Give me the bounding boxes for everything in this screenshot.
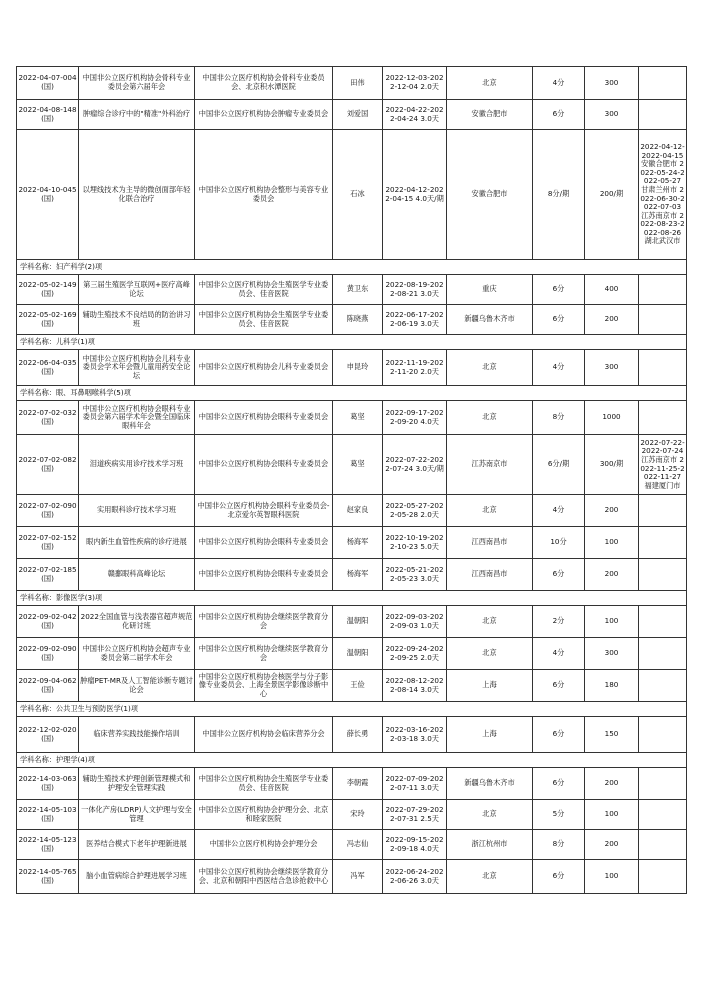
- quota-cell: 300: [585, 100, 639, 130]
- quota-cell: 180: [585, 670, 639, 702]
- quota-cell: 200: [585, 305, 639, 335]
- notes-cell: 2022-04-12-2022-04-15 安徽合肥市 2022-05-24-2022-05-27 甘肃兰州市 2022-06-30-2022-07-03 江苏南京市 2022-08-23-2022-08-26 湖北武汉市: [639, 130, 687, 260]
- table-row: [17, 67, 687, 100]
- organizer-cell: 中国非公立医疗机构协会临床营养分会: [195, 717, 333, 753]
- section-header-row: [17, 260, 687, 275]
- lead-person-cell: 温朝阳: [333, 638, 383, 670]
- notes-cell: [639, 275, 687, 305]
- quota-cell: 300: [585, 350, 639, 386]
- organizer-cell: 中国非公立医疗机构协会护理分会: [195, 830, 333, 860]
- organizer-cell: 中国非公立医疗机构协会生殖医学专业委员会、佳音医院: [195, 305, 333, 335]
- section-header-row: [17, 591, 687, 606]
- credit-cell: 4分: [533, 495, 585, 527]
- location-cell: 上海: [447, 670, 533, 702]
- location-cell: 安徽合肥市: [447, 100, 533, 130]
- quota-cell: 150: [585, 717, 639, 753]
- course-id-cell: 2022-12-02-020 (国): [17, 717, 79, 753]
- course-id-cell: 2022-07-02-082 (国): [17, 435, 79, 495]
- credit-cell: 4分: [533, 638, 585, 670]
- organizer-cell: 中国非公立医疗机构协会护理分会、北京和睦家医院: [195, 800, 333, 830]
- dates-cell: 2022-06-24-2022-06-26 3.0天: [383, 860, 447, 894]
- dates-cell: 2022-09-17-2022-09-20 4.0天: [383, 401, 447, 435]
- course-name-cell: 2022全国血管与浅表器官超声规范化研讨班: [79, 606, 195, 638]
- notes-cell: [639, 830, 687, 860]
- course-name-cell: 中国非公立医疗机构协会骨科专业委员会第六届年会: [79, 67, 195, 100]
- table-row: [17, 800, 687, 830]
- quota-cell: 200: [585, 768, 639, 800]
- credit-cell: 6分: [533, 305, 585, 335]
- lead-person-cell: 赵家良: [333, 495, 383, 527]
- course-name-cell: 脑小血管病综合护理进展学习班: [79, 860, 195, 894]
- credit-cell: 8分: [533, 830, 585, 860]
- section-title: 学科名称：儿科学(1)项: [17, 335, 687, 350]
- credit-cell: 4分: [533, 350, 585, 386]
- location-cell: 北京: [447, 67, 533, 100]
- location-cell: 北京: [447, 606, 533, 638]
- course-name-cell: 泪道疾病实用诊疗技术学习班: [79, 435, 195, 495]
- table-row: [17, 495, 687, 527]
- section-header-row: [17, 753, 687, 768]
- dates-cell: 2022-03-16-2022-03-18 3.0天: [383, 717, 447, 753]
- dates-cell: 2022-04-22-2022-04-24 3.0天: [383, 100, 447, 130]
- notes-cell: [639, 717, 687, 753]
- notes-cell: [639, 768, 687, 800]
- notes-cell: [639, 495, 687, 527]
- credit-cell: 8分: [533, 401, 585, 435]
- credit-cell: 2分: [533, 606, 585, 638]
- credit-cell: 6分: [533, 768, 585, 800]
- dates-cell: 2022-07-29-2022-07-31 2.5天: [383, 800, 447, 830]
- section-title: 学科名称：公共卫生与预防医学(1)项: [17, 702, 687, 717]
- dates-cell: 2022-04-12-2022-04-15 4.0天/期: [383, 130, 447, 260]
- credit-cell: 6分: [533, 670, 585, 702]
- section-title: 学科名称：妇产科学(2)项: [17, 260, 687, 275]
- location-cell: 北京: [447, 638, 533, 670]
- organizer-cell: 中国非公立医疗机构协会眼科专业委员会: [195, 559, 333, 591]
- quota-cell: 200: [585, 830, 639, 860]
- notes-cell: [639, 559, 687, 591]
- lead-person-cell: 陈晓燕: [333, 305, 383, 335]
- organizer-cell: 中国非公立医疗机构协会整形与美容专业委员会: [195, 130, 333, 260]
- course-id-cell: 2022-14-05-765 (国): [17, 860, 79, 894]
- table-row: [17, 401, 687, 435]
- organizer-cell: 中国非公立医疗机构协会眼科专业委员会: [195, 401, 333, 435]
- table-row: [17, 350, 687, 386]
- quota-cell: 300: [585, 67, 639, 100]
- location-cell: 北京: [447, 401, 533, 435]
- course-table: [16, 66, 687, 894]
- organizer-cell: 中国非公立医疗机构协会生殖医学专业委员会、佳音医院: [195, 275, 333, 305]
- organizer-cell: 中国非公立医疗机构协会眼科专业委员会-北京爱尔英智眼科医院: [195, 495, 333, 527]
- lead-person-cell: 温朝阳: [333, 606, 383, 638]
- table-row: [17, 606, 687, 638]
- organizer-cell: 中国非公立医疗机构协会生殖医学专业委员会、佳音医院: [195, 768, 333, 800]
- credit-cell: 8分/期: [533, 130, 585, 260]
- location-cell: 新疆乌鲁木齐市: [447, 305, 533, 335]
- course-name-cell: 中国非公立医疗机构协会儿科专业委员会学术年会暨儿童用药安全论坛: [79, 350, 195, 386]
- location-cell: 江西南昌市: [447, 527, 533, 559]
- organizer-cell: 中国非公立医疗机构协会眼科专业委员会: [195, 527, 333, 559]
- course-id-cell: 2022-09-04-062 (国): [17, 670, 79, 702]
- organizer-cell: 中国非公立医疗机构协会眼科专业委员会: [195, 435, 333, 495]
- section-header-row: [17, 335, 687, 350]
- section-title: 学科名称：影像医学(3)项: [17, 591, 687, 606]
- notes-cell: [639, 401, 687, 435]
- location-cell: 江西南昌市: [447, 559, 533, 591]
- course-name-cell: 一体化产房(LDRP)人文护理与安全管理: [79, 800, 195, 830]
- table-row: [17, 638, 687, 670]
- location-cell: 江苏南京市: [447, 435, 533, 495]
- course-id-cell: 2022-14-05-123 (国): [17, 830, 79, 860]
- organizer-cell: 中国非公立医疗机构协会继续医学教育分会: [195, 638, 333, 670]
- course-id-cell: 2022-05-02-149 (国): [17, 275, 79, 305]
- table-row: [17, 670, 687, 702]
- lead-person-cell: 刘爱国: [333, 100, 383, 130]
- organizer-cell: 中国非公立医疗机构协会继续医学教育分会: [195, 606, 333, 638]
- notes-cell: 2022-07-22-2022-07-24 江苏南京市 2022-11-25-2022-11-27 福建厦门市: [639, 435, 687, 495]
- table-row: [17, 305, 687, 335]
- table-row: [17, 527, 687, 559]
- notes-cell: [639, 638, 687, 670]
- quota-cell: 400: [585, 275, 639, 305]
- table-row: [17, 435, 687, 495]
- organizer-cell: 中国非公立医疗机构协会继续医学教育分会、北京和朝阳中西医结合急诊抢救中心: [195, 860, 333, 894]
- location-cell: 上海: [447, 717, 533, 753]
- location-cell: 北京: [447, 495, 533, 527]
- lead-person-cell: 李朝霞: [333, 768, 383, 800]
- organizer-cell: 中国非公立医疗机构协会骨科专业委员会、北京积水潭医院: [195, 67, 333, 100]
- dates-cell: 2022-07-09-2022-07-11 3.0天: [383, 768, 447, 800]
- course-id-cell: 2022-06-04-035 (国): [17, 350, 79, 386]
- dates-cell: 2022-10-19-2022-10-23 5.0天: [383, 527, 447, 559]
- notes-cell: [639, 606, 687, 638]
- notes-cell: [639, 670, 687, 702]
- table-row: [17, 130, 687, 260]
- dates-cell: 2022-05-21-2022-05-23 3.0天: [383, 559, 447, 591]
- lead-person-cell: 薛长勇: [333, 717, 383, 753]
- course-name-cell: 第三届生殖医学互联网+医疗高峰论坛: [79, 275, 195, 305]
- notes-cell: [639, 860, 687, 894]
- course-id-cell: 2022-14-05-103 (国): [17, 800, 79, 830]
- dates-cell: 2022-12-03-2022-12-04 2.0天: [383, 67, 447, 100]
- course-id-cell: 2022-04-07-004 (国): [17, 67, 79, 100]
- lead-person-cell: 冯军: [333, 860, 383, 894]
- section-header-row: [17, 386, 687, 401]
- table-row: [17, 830, 687, 860]
- credit-cell: 4分: [533, 67, 585, 100]
- quota-cell: 1000: [585, 401, 639, 435]
- section-header-row: [17, 702, 687, 717]
- credit-cell: 6分: [533, 559, 585, 591]
- credit-cell: 6分: [533, 100, 585, 130]
- quota-cell: 100: [585, 860, 639, 894]
- lead-person-cell: 杨海军: [333, 559, 383, 591]
- lead-person-cell: 葛坚: [333, 435, 383, 495]
- course-name-cell: 实用眼科诊疗技术学习班: [79, 495, 195, 527]
- course-id-cell: 2022-07-02-152 (国): [17, 527, 79, 559]
- dates-cell: 2022-11-19-2022-11-20 2.0天: [383, 350, 447, 386]
- course-name-cell: 医养结合模式下老年护理新进展: [79, 830, 195, 860]
- credit-cell: 6分/期: [533, 435, 585, 495]
- notes-cell: [639, 800, 687, 830]
- section-title: 学科名称：眼、耳鼻咽喉科学(5)项: [17, 386, 687, 401]
- course-id-cell: 2022-09-02-042 (国): [17, 606, 79, 638]
- quota-cell: 100: [585, 527, 639, 559]
- table-row: [17, 100, 687, 130]
- notes-cell: [639, 527, 687, 559]
- dates-cell: 2022-08-12-2022-08-14 3.0天: [383, 670, 447, 702]
- course-id-cell: 2022-05-02-169 (国): [17, 305, 79, 335]
- lead-person-cell: 葛坚: [333, 401, 383, 435]
- section-title: 学科名称：护理学(4)项: [17, 753, 687, 768]
- course-name-cell: 肿瘤PET-MR及人工智能诊断专题讨论会: [79, 670, 195, 702]
- lead-person-cell: 王俭: [333, 670, 383, 702]
- dates-cell: 2022-07-22-2022-07-24 3.0天/期: [383, 435, 447, 495]
- course-name-cell: 辅助生殖技术不良结局的防治讲习班: [79, 305, 195, 335]
- dates-cell: 2022-05-27-2022-05-28 2.0天: [383, 495, 447, 527]
- credit-cell: 6分: [533, 860, 585, 894]
- notes-cell: [639, 67, 687, 100]
- location-cell: 重庆: [447, 275, 533, 305]
- course-id-cell: 2022-04-08-148 (国): [17, 100, 79, 130]
- location-cell: 新疆乌鲁木齐市: [447, 768, 533, 800]
- location-cell: 北京: [447, 860, 533, 894]
- quota-cell: 300/期: [585, 435, 639, 495]
- table-row: [17, 860, 687, 894]
- course-name-cell: 中国非公立医疗机构协会超声专业委员会第二届学术年会: [79, 638, 195, 670]
- course-name-cell: 眼内新生血管性疾病的诊疗进展: [79, 527, 195, 559]
- organizer-cell: 中国非公立医疗机构协会核医学与分子影像专业委员会、上海全景医学影像诊断中心: [195, 670, 333, 702]
- course-name-cell: 辅助生殖技术护理创新管理模式和护理安全管理实践: [79, 768, 195, 800]
- organizer-cell: 中国非公立医疗机构协会儿科专业委员会: [195, 350, 333, 386]
- lead-person-cell: 申昆玲: [333, 350, 383, 386]
- course-id-cell: 2022-07-02-032 (国): [17, 401, 79, 435]
- quota-cell: 200: [585, 495, 639, 527]
- dates-cell: 2022-06-17-2022-06-19 3.0天: [383, 305, 447, 335]
- location-cell: 北京: [447, 350, 533, 386]
- table-row: [17, 275, 687, 305]
- course-name-cell: 中国非公立医疗机构协会眼科专业委员会第六届学术年会暨全国临床眼科年会: [79, 401, 195, 435]
- course-name-cell: 肿瘤综合诊疗中的"精准"外科治疗: [79, 100, 195, 130]
- notes-cell: [639, 350, 687, 386]
- quota-cell: 100: [585, 606, 639, 638]
- course-name-cell: 临床营养实践技能操作培训: [79, 717, 195, 753]
- table-row: [17, 717, 687, 753]
- lead-person-cell: 杨海军: [333, 527, 383, 559]
- quota-cell: 300: [585, 638, 639, 670]
- quota-cell: 100: [585, 800, 639, 830]
- course-table-body: [17, 67, 687, 894]
- dates-cell: 2022-09-24-2022-09-25 2.0天: [383, 638, 447, 670]
- location-cell: 北京: [447, 800, 533, 830]
- lead-person-cell: 黄卫东: [333, 275, 383, 305]
- course-id-cell: 2022-07-02-090 (国): [17, 495, 79, 527]
- dates-cell: 2022-09-03-2022-09-03 1.0天: [383, 606, 447, 638]
- dates-cell: 2022-08-19-2022-08-21 3.0天: [383, 275, 447, 305]
- credit-cell: 10分: [533, 527, 585, 559]
- course-name-cell: 赣鄱眼科高峰论坛: [79, 559, 195, 591]
- lead-person-cell: 宋玲: [333, 800, 383, 830]
- lead-person-cell: 冯志仙: [333, 830, 383, 860]
- dates-cell: 2022-09-15-2022-09-18 4.0天: [383, 830, 447, 860]
- lead-person-cell: 石冰: [333, 130, 383, 260]
- course-name-cell: 以埋线技术为主导的微创面部年轻化联合治疗: [79, 130, 195, 260]
- course-id-cell: 2022-04-10-045 (国): [17, 130, 79, 260]
- quota-cell: 200: [585, 559, 639, 591]
- location-cell: 浙江杭州市: [447, 830, 533, 860]
- lead-person-cell: 田伟: [333, 67, 383, 100]
- credit-cell: 5分: [533, 800, 585, 830]
- notes-cell: [639, 305, 687, 335]
- table-row: [17, 559, 687, 591]
- organizer-cell: 中国非公立医疗机构协会肿瘤专业委员会: [195, 100, 333, 130]
- table-row: [17, 768, 687, 800]
- course-id-cell: 2022-09-02-090 (国): [17, 638, 79, 670]
- course-id-cell: 2022-14-03-063 (国): [17, 768, 79, 800]
- quota-cell: 200/期: [585, 130, 639, 260]
- course-id-cell: 2022-07-02-185 (国): [17, 559, 79, 591]
- notes-cell: [639, 100, 687, 130]
- location-cell: 安徽合肥市: [447, 130, 533, 260]
- credit-cell: 6分: [533, 717, 585, 753]
- credit-cell: 6分: [533, 275, 585, 305]
